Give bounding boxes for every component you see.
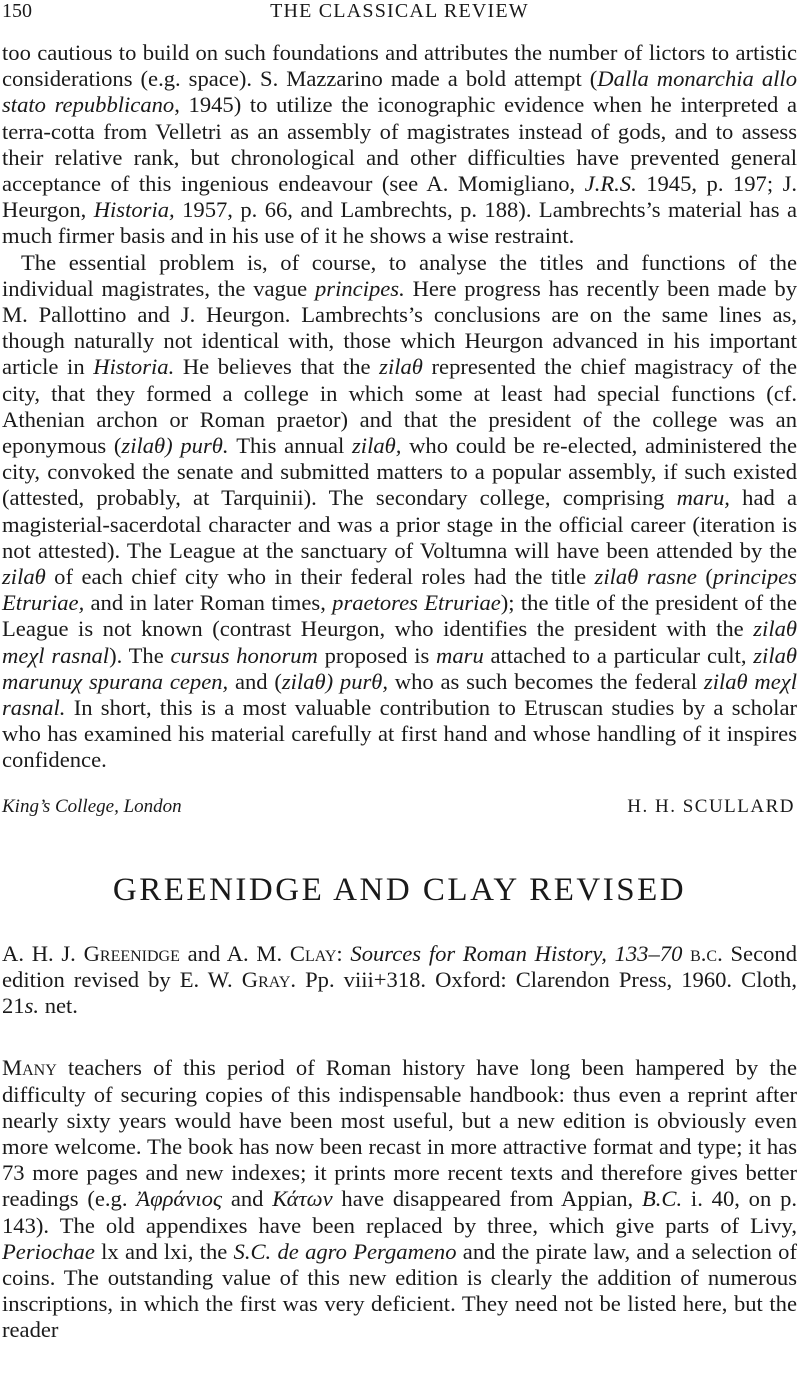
reviewer-signature xyxy=(2,796,797,818)
reviewer-name: H. H. SCULLARD xyxy=(627,795,795,817)
running-head xyxy=(2,0,797,40)
page xyxy=(2,0,797,1344)
previous-review-paragraph-1: too cautious to build on such foundations and attributes the number of lictors to artistic considerations (e.g. space). S. Mazzarino made a bold attempt (Dalla monarchia allo stato repubblicano, 1945) to utilize the iconographic evidence when he interpreted a terra-cotta from Velletri as an assembly of magistrates instead of gods, and to assess their relative rank, but chronological and other difficulties have prevented general acceptance of this ingenious endeavour (see A. Momigliano, J.R.S. 1945, p. 197; J. Heurgon, Historia, 1957, p. 66, and Lambrechts, p. 188). Lambrechts’s material has a much firmer basis and in his use of it he shows a wise restraint. xyxy=(2,40,798,249)
previous-review-paragraph-2: The essential problem is, of course, to analyse the titles and functions of the individual magistrates, the vague principes. Here progress has recently been made by M. Pallottino and J. Heurgon. Lambrechts’s conclusions are on the same lines as, though naturally not identical with, those which Heurgon advanced in his important article in Historia. He believes that the zilaθ represented the chief magistracy of the city, that they formed a college in which some at least had special functions (cf. Athenian archon or Roman praetor) and that the president of the college was an eponymous (zilaθ) purθ. This annual zilaθ, who could be re-elected, administered the city, convoked the senate and submitted matters to a popular assembly, if such existed (attested, probably, at Tarquinii). The secondary college, comprising maru, had a magisterial-sacerdotal character and was a prior stage in the official career (iteration is not attested). The League at the sanctuary of Voltumna will have been attended by the zilaθ of each chief city who in their federal roles had the title zilaθ rasne (principes Etruriae, and in later Roman times, praetores Etruriae); the title of the president of the League is not known (contrast Heurgon, who identifies the president with the zilaθ meχl rasnal). The cursus honorum proposed is maru attached to a particular cult, zilaθ marunuχ spurana cepen, and (zilaθ) purθ, who as such becomes the federal zilaθ meχl rasnal. In short, this is a most valuable contribution to Etruscan studies by a scholar who has examined his material carefully at first hand and whose handling of it inspires confidence. xyxy=(2,249,798,773)
author-name: Clay xyxy=(289,940,337,966)
review-body-paragraph: Many teachers of this period of Roman history have long been hampered by the difficulty of securing copies of this indispensable handbook: thus even a reprint after nearly sixty years would have been most useful, but a new edition is obviously even more welcome. The book has now been recast in more attractive format and type; it has 73 more pages and new indexes; it prints more recent texts and therefore gives better readings (e.g. Ἀφράνιος and Κάτων have disappeared from Appian, B.C. i. 40, on p. 143). The old appendixes have been replaced by three, which give parts of Livy, Periochae lx and lxi, the S.C. de agro Pergameno and the pirate law, and a selection of coins. The outstanding value of this new edition is clearly the addition of numerous inscriptions, in which the first was very deficient. They need not be listed here, but the reader xyxy=(2,1055,798,1343)
bibliographic-entry: A. H. J. Greenidge and A. M. Clay: Sources for Roman History, 133–70 b.c. Second edition revised by E. W. Gray. Pp. viii+318. Oxford: Clarendon Press, 1960. Cloth, 21s. net. xyxy=(2,940,797,1019)
review-title: GREENIDGE AND CLAY REVISED xyxy=(112,871,687,908)
book-title: Sources for Roman History, 133–70 xyxy=(350,940,683,966)
reviewer-affiliation: King’s College, London xyxy=(2,795,182,817)
page-number: 150 xyxy=(2,0,32,22)
author-name: Greenidge xyxy=(83,940,180,966)
journal-title: THE CLASSICAL REVIEW xyxy=(270,0,529,22)
reviser-name: Gray xyxy=(241,966,291,992)
